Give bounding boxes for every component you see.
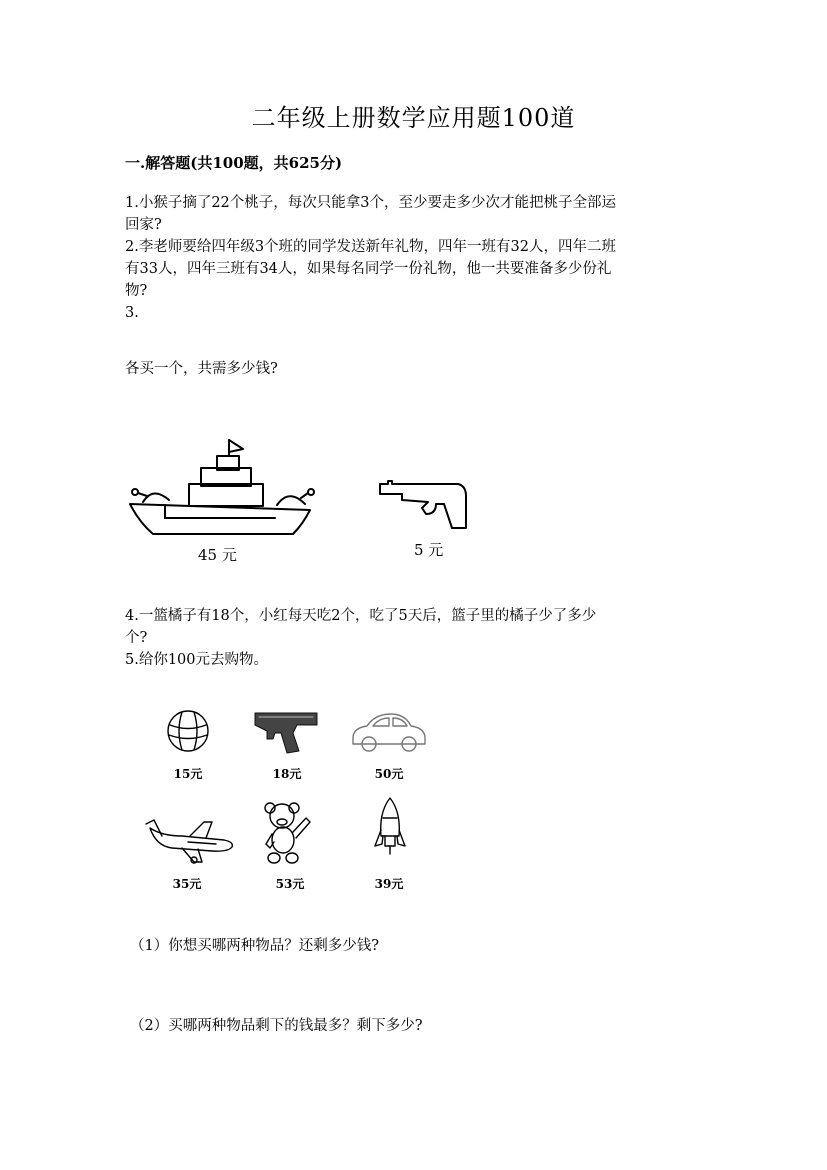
question-4-line: 个? [125,630,148,646]
section-heading: 一.解答题(共100题，共625分) [125,154,343,172]
toy-car-icon [349,710,429,754]
ball-price: 15元 [173,767,203,781]
rocket-icon [373,796,407,864]
pistol-icon [253,707,321,757]
question-4-line: 4.一篮橘子有18个，小红每天吃2个，吃了5天后，篮子里的橘子少了多少 [125,608,597,624]
rocket-price: 39元 [374,877,404,891]
toy-car-price: 50元 [374,767,404,781]
question-1-line: 1.小猴子摘了22个桃子，每次只能拿3个，至少要走多少次才能把桃子全部运 [125,195,617,211]
question-2 [125,236,710,302]
airplane-icon [142,814,236,864]
page-title: 二年级上册数学应用题100道 [251,104,576,132]
teddy-bear-icon [262,798,312,866]
ball-icon [165,708,211,754]
ship-icon [125,438,320,538]
question-2-line: 有33人，四年三班有34人，如果每名同学一份礼物，他一共要准备多少份礼 [125,261,612,277]
question-4 [125,605,710,649]
ship-price: 45 元 [198,546,237,564]
question-5-text: 5.给你100元去购物。 [125,652,269,668]
toy-gun-icon [374,478,474,538]
question-3-text: 各买一个，共需多少钱? [125,361,278,377]
pistol-price: 18元 [272,767,302,781]
question-1 [125,192,710,236]
teddy-bear-price: 53元 [275,877,305,891]
toy-gun-price: 5 元 [414,541,444,559]
question-5-subquestion-2: （2）买哪两种物品剩下的钱最多？剩下多少? [130,1018,423,1034]
airplane-price: 35元 [172,877,202,891]
question-2-line: 2.李老师要给四年级3个班的同学发送新年礼物，四年一班有32人，四年二班 [125,239,617,255]
question-3-number: 3. [125,305,139,321]
question-1-line: 回家? [125,217,162,233]
question-2-line: 物? [125,283,148,299]
question-5-subquestion-1: （1）你想买哪两种物品？还剩多少钱? [130,938,379,954]
